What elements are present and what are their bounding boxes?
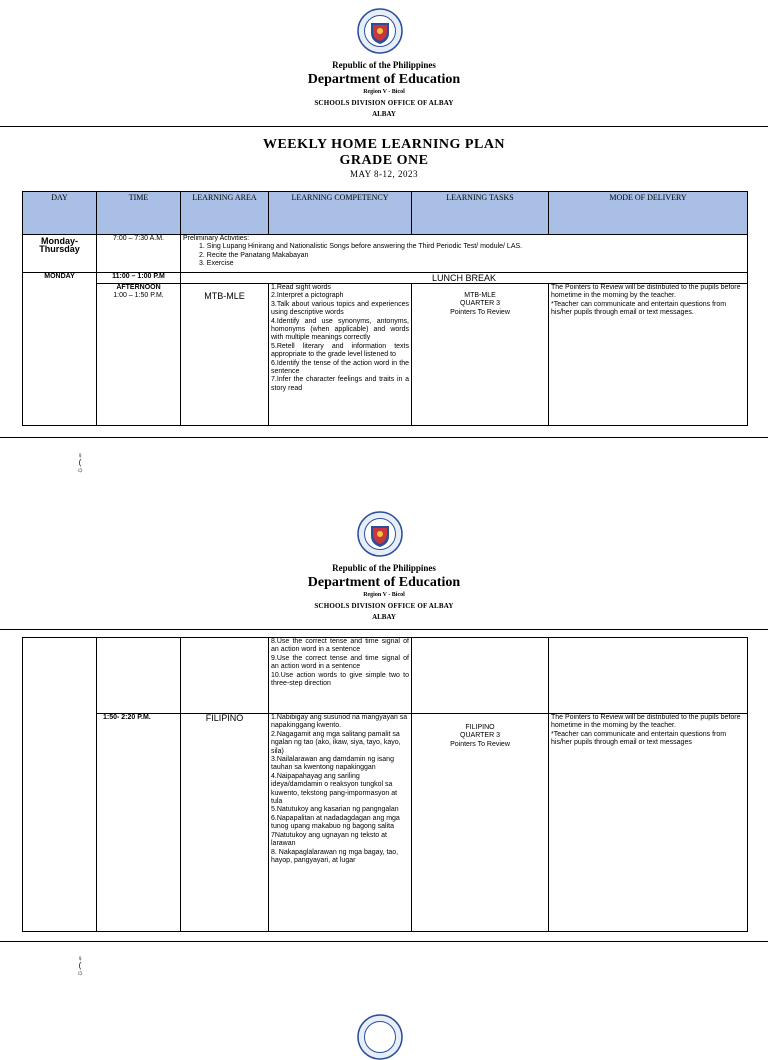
plan-title-block (0, 136, 768, 180)
list-item: 1. Sing Lupang Hinirang and Nationalistic Songs before answering the Third Periodic Test/ module/ LAS. (199, 243, 523, 251)
page2-letterhead (0, 563, 768, 622)
list-item: 5.Retell literary and information texts appropriate to the grade level listened to (271, 342, 409, 359)
header-divider (0, 126, 768, 127)
time-cell (97, 638, 181, 714)
table-row (23, 273, 748, 284)
list-item: 8. Nakapaglalarawan ng mga bagay, tao, hayop, pangyayari, at lugar (271, 848, 399, 864)
preliminary-activities (181, 235, 748, 273)
department-title: Department of Education (307, 72, 461, 87)
prelim-heading: Preliminary Activities: (183, 235, 250, 242)
learning-area-cell: FILIPINO (181, 714, 269, 932)
table-row (23, 714, 748, 932)
time-cell: 7:00 – 7:30 A.M. (97, 235, 181, 273)
delivery-cell (549, 284, 748, 426)
list-item: 2. Recite the Panatang Makabayan (199, 251, 309, 259)
list-item: 1.Nabibigay ang susunod na mangyayari sa napakinggang kwento. (271, 714, 408, 730)
time-cell: 11:00 – 1:00 P.M (97, 273, 181, 284)
day-cell: Monday-Thursday (23, 235, 97, 273)
delivery-cell (549, 638, 748, 714)
task-line: QUARTER 3 (460, 732, 500, 740)
place-text: ALBAY (372, 110, 396, 118)
republic-text: Republic of the Philippines (332, 60, 436, 70)
task-line: Pointers To Review (450, 740, 510, 748)
list-item: 1.Read sight words (271, 284, 331, 291)
list-item: 2.Interpret a pictograph (271, 292, 344, 300)
competency-cell (269, 638, 412, 714)
learning-tasks-cell (412, 714, 549, 932)
table-header-row (23, 192, 748, 235)
footer-mark-icon: ♀ ( ☼ (76, 451, 84, 474)
list-item: 6.Napapalitan at nadadagdagan ang mga tunog upang makabuo ng bagong salita (271, 814, 400, 831)
col-learning-area: LEARNING AREA (181, 192, 269, 235)
list-item: 3.Talk about various topics and experiences using descriptive words (271, 300, 409, 317)
page2-bottom-divider (0, 941, 768, 942)
delivery-text: The Pointers to Review will be distributed to the pupils before hometime in the morning by the teacher. (551, 284, 741, 300)
department-title: Department of Education (307, 575, 461, 590)
time-period-label: AFTERNOON (116, 284, 161, 291)
task-line: MTB-MLE (464, 292, 496, 299)
learning-tasks-cell (412, 638, 549, 714)
footer-mark-icon: ♀ ( ☼ (76, 954, 84, 977)
learning-area-cell (181, 638, 269, 714)
learning-area-cell: MTB-MLE (181, 284, 269, 426)
list-item: 3.Nailalarawan ang damdamin ng isang tauhan sa kwentong napakinggan (271, 756, 394, 772)
delivery-note: *Teacher can communicate and entertain questions from his/her pupils through email or text messages. (551, 300, 727, 317)
col-mode-of-delivery: MODE OF DELIVERY (549, 192, 748, 235)
delivery-note: *Teacher can communicate and entertain questions from his/her pupils through email or text messages (551, 730, 727, 747)
time-cell (97, 284, 181, 426)
header-divider (0, 629, 768, 630)
learning-plan-table (22, 191, 748, 426)
division-text: SCHOOLS DIVISION OFFICE OF ALBAY (314, 602, 454, 610)
list-item: 7Natutukoy ang ugnayan ng teksto at larawan (271, 831, 387, 848)
col-day: DAY (23, 192, 97, 235)
region-text: Region V - Bicol (363, 89, 405, 95)
list-item: 10.Use action words to give simple two to three-step direction (271, 671, 409, 688)
plan-grade: GRADE ONE (339, 153, 429, 168)
list-item: 5.Natutukoy ang kasarian ng pangngalan (271, 806, 399, 814)
plan-title: WEEKLY HOME LEARNING PLAN (262, 137, 506, 152)
competency-cell (269, 714, 412, 932)
learning-tasks-cell (412, 284, 549, 426)
page1-letterhead (0, 60, 768, 119)
delivery-text: The Pointers to Review will be distributed to the pupils before hometime in the morning by the teacher. (551, 714, 741, 730)
table-row (23, 284, 748, 426)
region-text: Region V - Bicol (363, 592, 405, 598)
republic-text: Republic of the Philippines (332, 563, 436, 573)
day-cell: MONDAY (23, 273, 97, 426)
list-item: 3. Exercise (199, 260, 234, 268)
list-item: 8.Use the correct tense and time signal of an action word in a sentence (271, 638, 409, 654)
list-item: 6.Identify the tense of the action word in the sentence (271, 359, 409, 376)
time-range: 1:00 – 1:50 P.M. (113, 292, 164, 300)
list-item: 7.Infer the character feelings and traits in a story read (271, 376, 409, 392)
col-learning-tasks: LEARNING TASKS (412, 192, 549, 235)
lunch-break-label: LUNCH BREAK (181, 273, 748, 284)
task-line: FILIPINO (465, 724, 495, 731)
learning-plan-table-continued (22, 637, 748, 932)
deped-seal-logo (357, 8, 403, 54)
list-item: 2.Nagagamit ang mga salitang pamalit sa ngalan ng tao (ako, ikaw, siya, tayo, kayo, sila) (271, 730, 401, 755)
place-text: ALBAY (372, 613, 396, 621)
table-row (23, 638, 748, 714)
plan-date: MAY 8-12, 2023 (349, 169, 419, 179)
time-cell: 1:50- 2:20 P.M. (97, 714, 181, 932)
list-item: 9.Use the correct tense and time signal of an action word in a sentence (271, 654, 409, 671)
col-learning-competency: LEARNING COMPETENCY (269, 192, 412, 235)
competency-cell (269, 284, 412, 426)
list-item: 4.Identify and use synonyms, antonyms, homonyms (when applicable) and words with multiple meanings correctly (271, 317, 409, 342)
task-line: Pointers To Review (450, 308, 510, 316)
task-line: QUARTER 3 (460, 300, 500, 308)
deped-seal-logo (357, 511, 403, 557)
deped-seal-logo (357, 1014, 403, 1060)
list-item: 4.Naipapahayag ang sariling ideya/damdamin o reaksyon tungkol sa kuwento, tekstong pang-impormasyon at tula (271, 772, 398, 806)
delivery-cell (549, 714, 748, 932)
col-time: TIME (97, 192, 181, 235)
division-text: SCHOOLS DIVISION OFFICE OF ALBAY (314, 99, 454, 107)
table-row (23, 235, 748, 273)
day-cell (23, 638, 97, 932)
page1-bottom-divider (0, 437, 768, 438)
